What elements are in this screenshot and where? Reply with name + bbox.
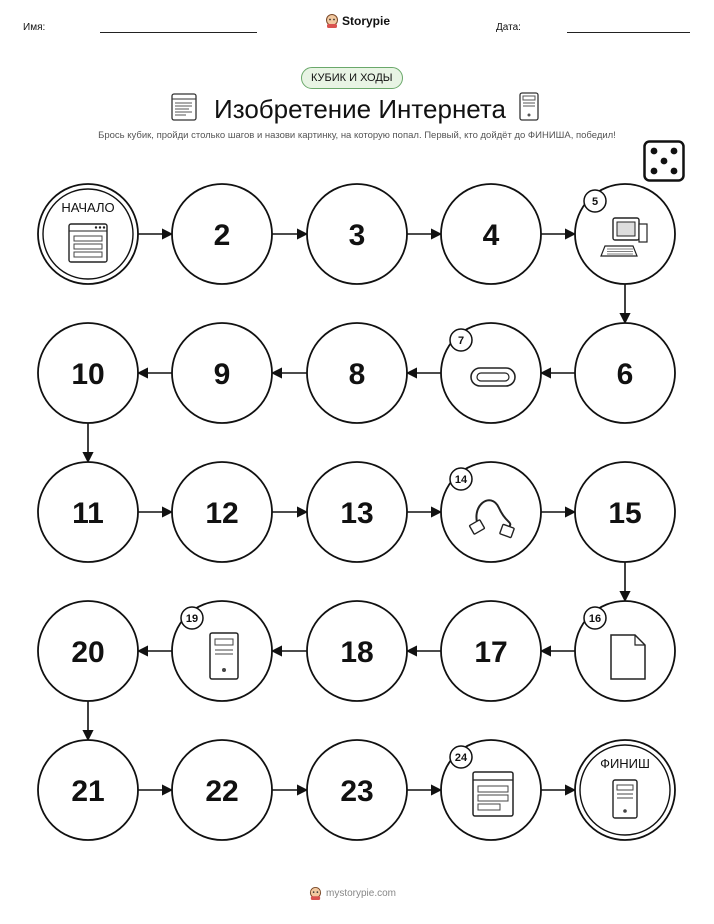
board-cell xyxy=(38,323,138,423)
cell-number: 7 xyxy=(457,335,465,347)
footer xyxy=(309,886,396,901)
cell-number: 23 xyxy=(340,775,374,808)
cell-number: 12 xyxy=(205,497,239,530)
board-cell xyxy=(307,184,407,284)
board-cell xyxy=(441,323,541,423)
board-cell xyxy=(307,601,407,701)
web-page-icon xyxy=(473,772,513,816)
server-icon xyxy=(210,633,238,679)
board-cell xyxy=(307,323,407,423)
cell-number: 19 xyxy=(185,613,199,625)
cell-number: 21 xyxy=(71,775,105,808)
cell-number: 3 xyxy=(348,219,366,252)
board-cell xyxy=(441,462,541,562)
board-cell xyxy=(172,323,272,423)
brand-name: Storypie xyxy=(342,14,391,28)
cell-number: 17 xyxy=(474,636,508,669)
cell-number: 9 xyxy=(213,358,231,391)
cell-number: 20 xyxy=(71,636,105,669)
board-cell xyxy=(575,323,675,423)
board-cell xyxy=(575,462,675,562)
name-label: Имя: xyxy=(23,22,46,33)
cell-number: 5 xyxy=(591,196,599,208)
cell-number: 15 xyxy=(608,497,642,530)
cable-connector-icon xyxy=(471,368,515,386)
board-cell xyxy=(441,740,541,840)
cell-number: 16 xyxy=(588,613,602,625)
page-title: Изобретение Интернета xyxy=(214,94,506,124)
browser-window-icon xyxy=(69,224,107,262)
start-cell xyxy=(38,184,138,284)
cell-number: 11 xyxy=(72,497,104,530)
footer-url: mystorypie.com xyxy=(326,888,397,899)
document-icon xyxy=(611,635,645,679)
board-cell xyxy=(38,601,138,701)
board-cell xyxy=(38,740,138,840)
cell-number: 8 xyxy=(348,358,366,391)
cell-number: 13 xyxy=(340,497,374,530)
board-cell xyxy=(307,740,407,840)
finish-label: ФИНИШ xyxy=(600,756,650,771)
cell-number: 22 xyxy=(205,775,239,808)
instructions-text: Брось кубик, пройди столько шагов и назови картинку, на которую попал. Первый, кто дойдёт до ФИНИША, победил! xyxy=(98,130,616,141)
date-label: Дата: xyxy=(496,22,521,33)
board-cell xyxy=(575,601,675,701)
cell-number: 10 xyxy=(71,358,105,391)
board-cell xyxy=(575,184,675,284)
board-cell xyxy=(38,462,138,562)
cell-number: 6 xyxy=(616,358,634,391)
board-cell xyxy=(307,462,407,562)
cell-number: 4 xyxy=(482,219,500,252)
board-cell xyxy=(172,462,272,562)
board-cell xyxy=(441,184,541,284)
cell-number: 2 xyxy=(213,219,231,252)
finish-cell xyxy=(575,740,675,840)
cell-number: 14 xyxy=(454,474,468,486)
start-label: НАЧАЛО xyxy=(61,200,115,215)
game-type-badge: КУБИК И ХОДЫ xyxy=(301,67,403,89)
cell-number: 24 xyxy=(454,752,468,764)
board-cell xyxy=(172,601,272,701)
board-cell xyxy=(172,184,272,284)
server-icon xyxy=(613,780,637,818)
storypie-mascot-icon xyxy=(309,886,322,901)
cell-number: 18 xyxy=(340,636,374,669)
board-cell xyxy=(172,740,272,840)
board-cell xyxy=(441,601,541,701)
